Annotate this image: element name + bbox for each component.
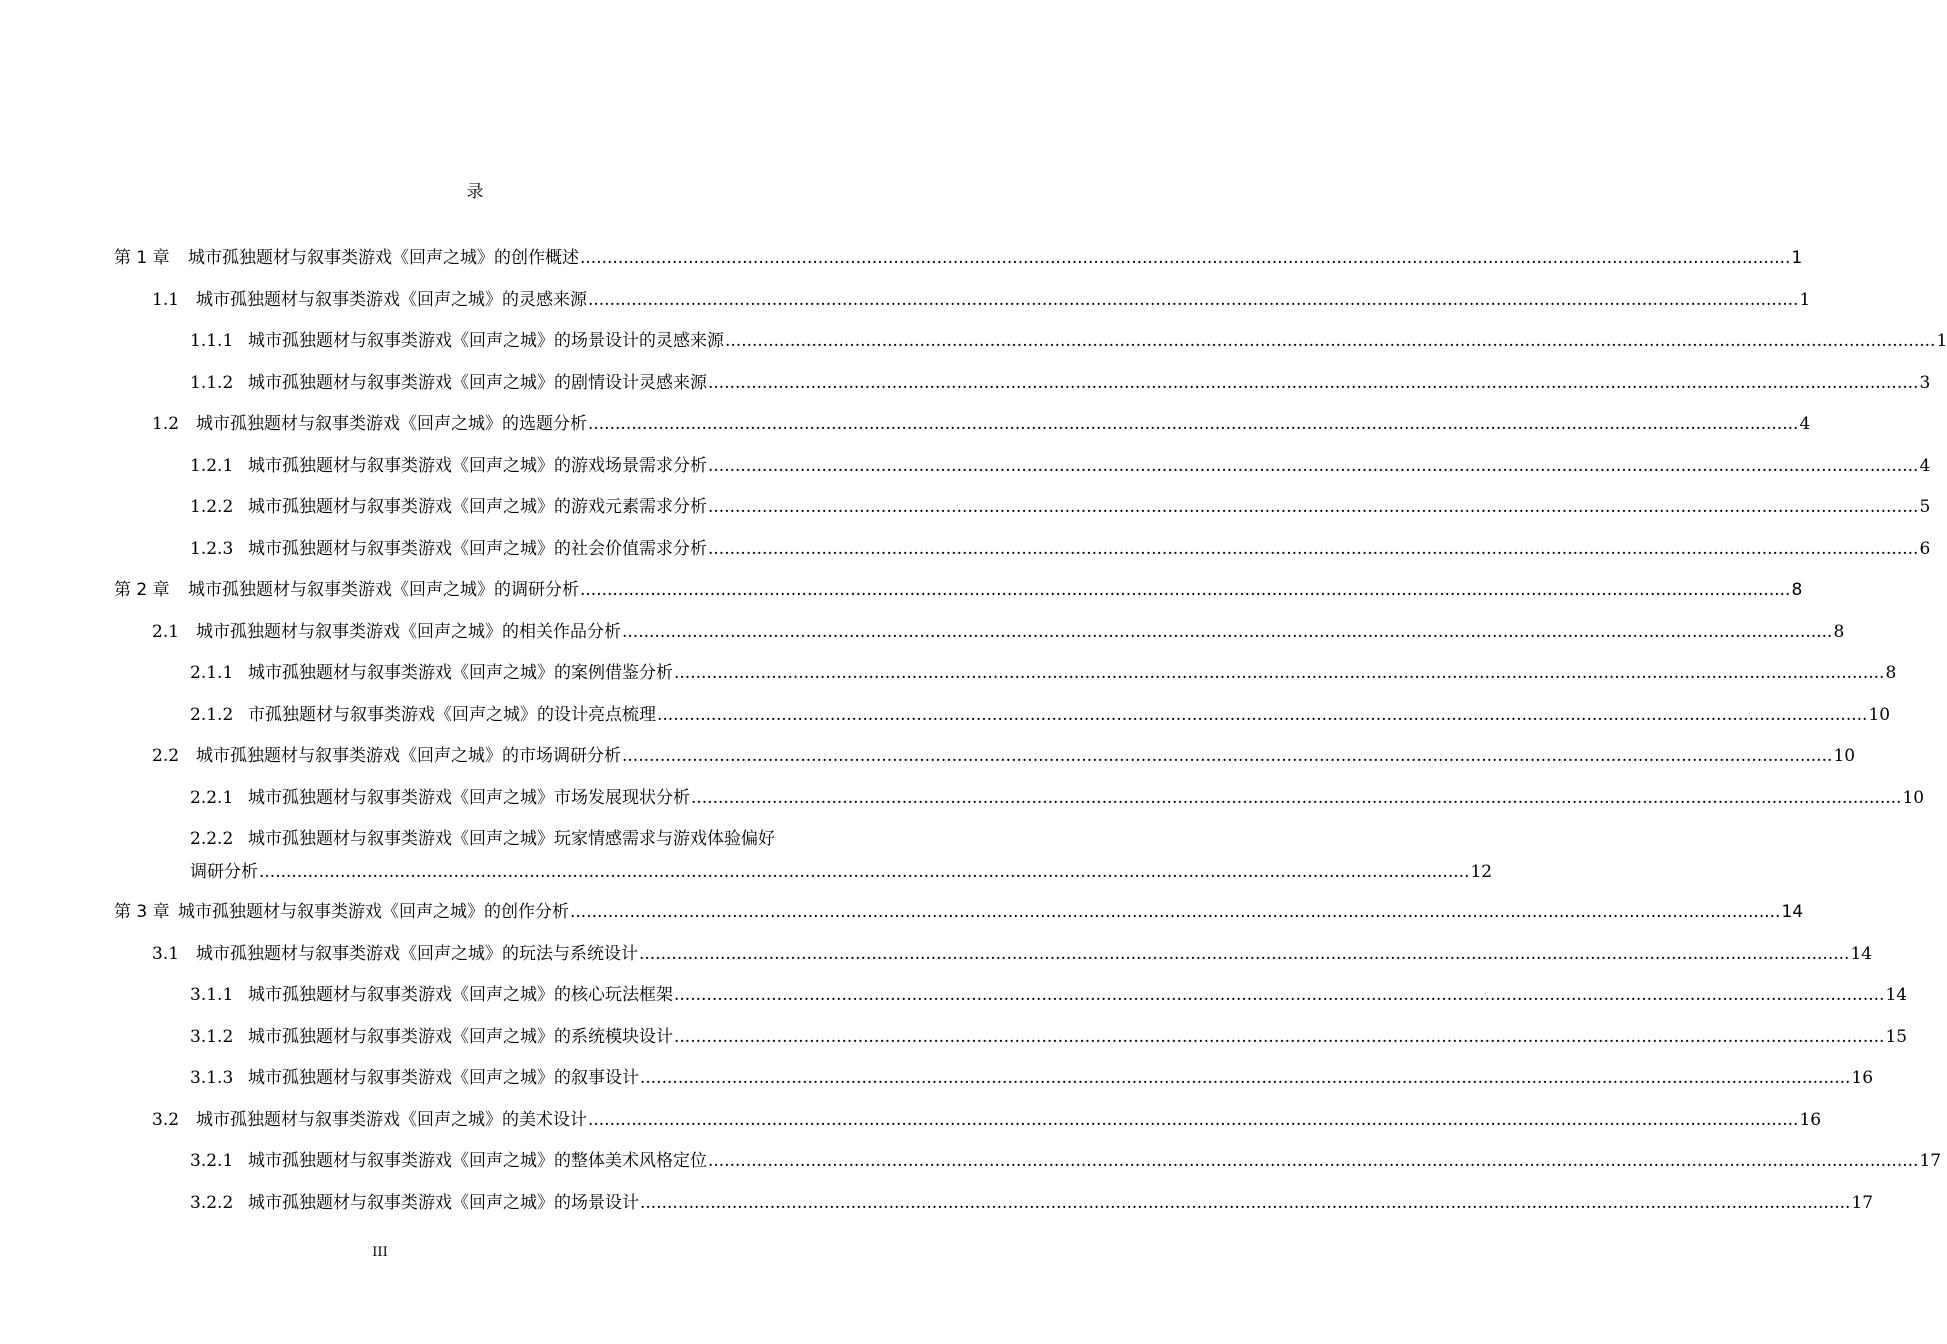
toc-entry-text: 城市孤独题材与叙事类游戏《回声之城》的场景设计 xyxy=(248,1193,639,1213)
toc-entry-level-3[interactable] xyxy=(190,454,1931,478)
toc-entry-level-2[interactable] xyxy=(152,942,1873,966)
toc-entry-level-2[interactable] xyxy=(152,412,1811,436)
toc-entry-text: 城市孤独题材与叙事类游戏《回声之城》的游戏元素需求分析 xyxy=(248,497,707,517)
toc-entry-number: 1.1 xyxy=(152,290,180,310)
toc-entry-line1[interactable] xyxy=(190,827,858,851)
toc-dot-leader xyxy=(657,703,1867,727)
toc-entry-text: 城市孤独题材与叙事类游戏《回声之城》的场景设计的灵感来源 xyxy=(248,331,724,351)
toc-entry-number: 2.2 xyxy=(152,746,180,766)
toc-entry-number: 3.2 xyxy=(152,1110,180,1130)
toc-entry-text: 城市孤独题材与叙事类游戏《回声之城》的社会价值需求分析 xyxy=(248,539,707,559)
toc-entry-level-3[interactable] xyxy=(190,1191,1874,1215)
toc-entry-number: 1.2 xyxy=(152,414,180,434)
toc-entry-text-continued: 调研分析 xyxy=(190,862,258,882)
toc-page-number: 14 xyxy=(1885,985,1908,1005)
toc-page-number: 10 xyxy=(1868,705,1891,725)
toc-page-number: 8 xyxy=(1885,663,1897,683)
toc-entry-number: 3.1 xyxy=(152,944,180,964)
toc-dot-leader xyxy=(639,942,1849,966)
toc-entry-level-2[interactable] xyxy=(152,620,1845,644)
toc-dot-leader xyxy=(708,1149,1918,1173)
toc-dot-leader xyxy=(580,578,1790,602)
toc-entry-level-1[interactable] xyxy=(114,246,1803,270)
toc-page-number: 15 xyxy=(1885,1027,1908,1047)
toc-page-number: 10 xyxy=(1833,746,1856,766)
toc-page-number: 14 xyxy=(1781,902,1804,922)
toc-dot-leader xyxy=(588,412,1798,436)
toc-page-number: 16 xyxy=(1799,1110,1822,1130)
toc-entry-line2[interactable] xyxy=(190,860,1493,884)
toc-page-number: 16 xyxy=(1851,1068,1874,1088)
toc-title: 录 xyxy=(466,182,484,202)
toc-page-number: 1 xyxy=(1936,331,1947,351)
toc-dot-leader xyxy=(259,860,1469,884)
toc-entry-text: 市孤独题材与叙事类游戏《回声之城》的设计亮点梳理 xyxy=(248,705,656,725)
toc-page-number: 12 xyxy=(1470,862,1493,882)
toc-entry-text: 城市孤独题材与叙事类游戏《回声之城》的核心玩法框架 xyxy=(248,985,673,1005)
toc-dot-leader xyxy=(708,495,1918,519)
toc-dot-leader xyxy=(622,620,1832,644)
toc-dot-leader xyxy=(580,246,1790,270)
toc-page-number: 8 xyxy=(1791,580,1803,600)
toc-page-number: 4 xyxy=(1799,414,1811,434)
toc-entry-level-3[interactable] xyxy=(190,983,1908,1007)
toc-entry-text: 城市孤独题材与叙事类游戏《回声之城》市场发展现状分析 xyxy=(248,788,690,808)
toc-entry-level-3[interactable] xyxy=(190,1066,1874,1090)
toc-entry-level-1[interactable] xyxy=(114,578,1803,602)
toc-entry-number: 2.1 xyxy=(152,622,180,642)
toc-entry-text: 城市孤独题材与叙事类游戏《回声之城》的玩法与系统设计 xyxy=(196,944,638,964)
toc-entry-number: 1.2.2 xyxy=(190,497,234,517)
toc-dot-leader xyxy=(588,1108,1798,1132)
toc-page-number: 1 xyxy=(1799,290,1811,310)
toc-page-number: 17 xyxy=(1919,1151,1942,1171)
toc-entry-level-2[interactable] xyxy=(152,744,1856,768)
toc-entry-text: 城市孤独题材与叙事类游戏《回声之城》的案例借鉴分析 xyxy=(248,663,673,683)
toc-entry-number: 2.1.2 xyxy=(190,705,234,725)
toc-page-number: 3 xyxy=(1919,373,1931,393)
toc-entry-number: 第 3 章 xyxy=(114,902,170,922)
toc-entry-number: 1.1.2 xyxy=(190,373,234,393)
toc-page-number: 10 xyxy=(1902,788,1925,808)
toc-entry-number: 3.2.1 xyxy=(190,1151,234,1171)
toc-entry-level-2[interactable] xyxy=(152,288,1811,312)
toc-entry-level-3[interactable] xyxy=(190,786,1925,810)
toc-entry-text: 城市孤独题材与叙事类游戏《回声之城》的整体美术风格定位 xyxy=(248,1151,707,1171)
toc-dot-leader xyxy=(708,454,1918,478)
toc-entry-text: 城市孤独题材与叙事类游戏《回声之城》的创作分析 xyxy=(178,902,569,922)
toc-entry-number: 1.2.1 xyxy=(190,456,234,476)
toc-entry-level-3[interactable] xyxy=(190,661,1897,685)
toc-entry-text: 城市孤独题材与叙事类游戏《回声之城》的游戏场景需求分析 xyxy=(248,456,707,476)
toc-entry-number: 2.2.2 xyxy=(190,829,234,849)
toc-dot-leader xyxy=(674,983,1884,1007)
toc-entry-number: 1.1.1 xyxy=(190,331,234,351)
toc-entry-text: 城市孤独题材与叙事类游戏《回声之城》的选题分析 xyxy=(196,414,587,434)
toc-page-number: 4 xyxy=(1919,456,1931,476)
toc-entry-text: 城市孤独题材与叙事类游戏《回声之城》的叙事设计 xyxy=(248,1068,639,1088)
toc-dot-leader xyxy=(622,744,1832,768)
toc-entry-text: 城市孤独题材与叙事类游戏《回声之城》的剧情设计灵感来源 xyxy=(248,373,707,393)
toc-dot-leader xyxy=(708,371,1918,395)
toc-entry-text: 城市孤独题材与叙事类游戏《回声之城》的相关作品分析 xyxy=(196,622,621,642)
toc-entry-number: 1.2.3 xyxy=(190,539,234,559)
toc-entry-level-3[interactable] xyxy=(190,1149,1942,1173)
toc-entry-text: 城市孤独题材与叙事类游戏《回声之城》的创作概述 xyxy=(188,248,579,268)
toc-page-number: 6 xyxy=(1919,539,1931,559)
toc-entry-level-3[interactable] xyxy=(190,1025,1908,1049)
toc-entry-text: 城市孤独题材与叙事类游戏《回声之城》的灵感来源 xyxy=(196,290,587,310)
toc-page-number: 8 xyxy=(1833,622,1845,642)
toc-entry-number: 2.2.1 xyxy=(190,788,234,808)
toc-entry-number: 3.1.2 xyxy=(190,1027,234,1047)
toc-page-number: 5 xyxy=(1919,497,1931,517)
toc-entry-level-3[interactable] xyxy=(190,703,1891,727)
toc-entry-level-3[interactable] xyxy=(190,371,1931,395)
toc-dot-leader xyxy=(640,1066,1850,1090)
toc-entry-text: 城市孤独题材与叙事类游戏《回声之城》的市场调研分析 xyxy=(196,746,621,766)
toc-entry-number: 3.2.2 xyxy=(190,1193,234,1213)
toc-dot-leader xyxy=(588,288,1798,312)
toc-entry-number: 第 2 章 xyxy=(114,580,170,600)
toc-entry-number: 3.1.1 xyxy=(190,985,234,1005)
toc-entry-text: 城市孤独题材与叙事类游戏《回声之城》的调研分析 xyxy=(188,580,579,600)
toc-dot-leader xyxy=(691,786,1901,810)
toc-page-number: 14 xyxy=(1850,944,1873,964)
toc-entry-level-3[interactable] xyxy=(190,495,1931,519)
toc-dot-leader xyxy=(570,900,1780,924)
page-number-footer: III xyxy=(372,1245,388,1260)
toc-entry-level-1[interactable] xyxy=(114,900,1804,924)
toc-dot-leader xyxy=(708,537,1918,561)
toc-entry-number: 3.1.3 xyxy=(190,1068,234,1088)
toc-dot-leader xyxy=(674,1025,1884,1049)
toc-entry-text: 城市孤独题材与叙事类游戏《回声之城》玩家情感需求与游戏体验偏好 xyxy=(248,829,775,849)
toc-dot-leader xyxy=(640,1191,1850,1215)
toc-entry-text: 城市孤独题材与叙事类游戏《回声之城》的美术设计 xyxy=(196,1110,587,1130)
toc-entry-level-3[interactable] xyxy=(190,537,1931,561)
toc-entry-level-3[interactable] xyxy=(190,329,1947,353)
toc-entry-number: 2.1.1 xyxy=(190,663,234,683)
toc-page-number: 1 xyxy=(1791,248,1803,268)
toc-entry-level-2[interactable] xyxy=(152,1108,1822,1132)
toc-dot-leader xyxy=(725,329,1935,353)
toc-entry-text: 城市孤独题材与叙事类游戏《回声之城》的系统模块设计 xyxy=(248,1027,673,1047)
toc-dot-leader xyxy=(674,661,1884,685)
toc-entry-number: 第 1 章 xyxy=(114,248,170,268)
toc-page-number: 17 xyxy=(1851,1193,1874,1213)
